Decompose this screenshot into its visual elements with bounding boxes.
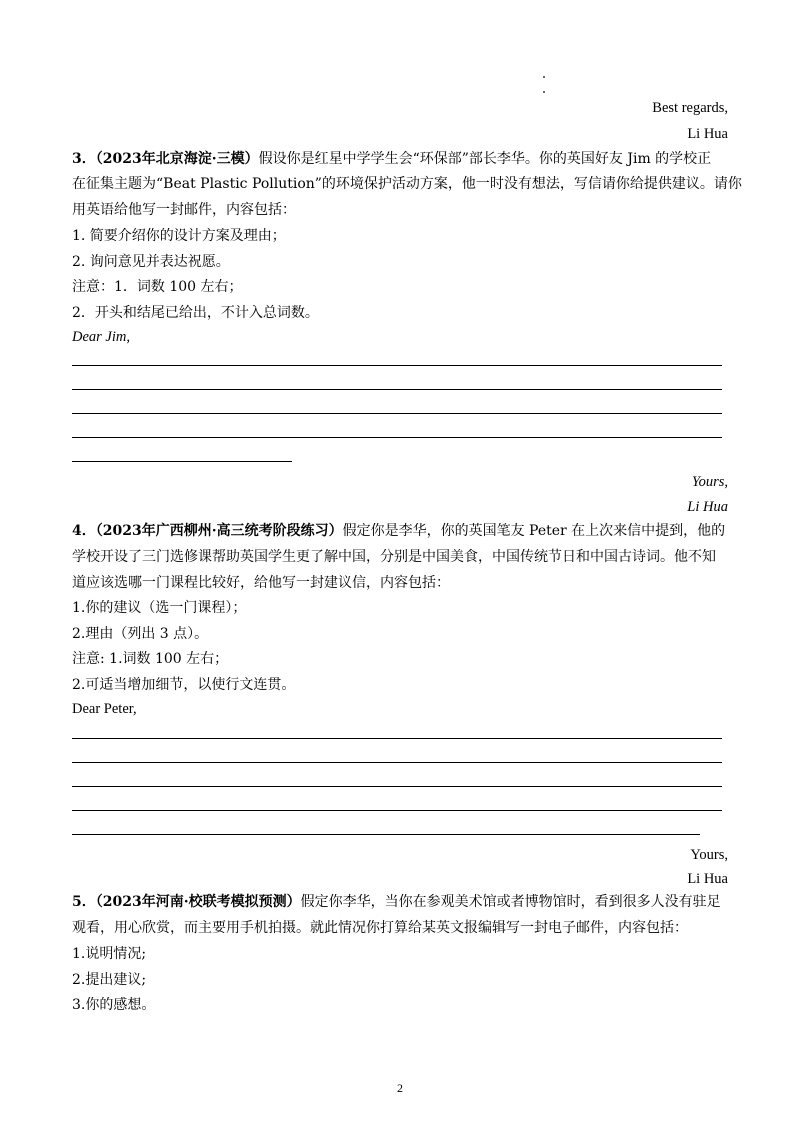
answer-line <box>72 810 722 811</box>
question-4-source: （2023年广西柳州·高三统考阶段练习） <box>95 523 343 539</box>
question-3-note-1: 注意：1．词数 100 左右； <box>72 279 243 295</box>
answer-line <box>72 389 722 390</box>
question-4-item-2: 2.理由（列出 3 点）。 <box>72 626 209 642</box>
question-4-text: 假定你是李华，你的英国笔友 Peter 在上次来信中提到，他的 <box>342 523 726 539</box>
question-5-line-1 <box>72 893 721 911</box>
prev-letter-signature: Li Hua <box>687 126 728 142</box>
question-3-item-2: 2. 询问意见并表达祝愿。 <box>72 254 230 270</box>
question-5-source: （2023年河南·校联考模拟预测） <box>95 894 301 910</box>
question-4-line-3: 道应该选哪一门课程比较好，给他写一封建议信，内容包括： <box>72 575 450 591</box>
question-5-number: 5． <box>72 894 96 910</box>
answer-line <box>72 365 722 366</box>
answer-line <box>72 762 722 763</box>
question-3-closing: Yours, <box>691 474 728 490</box>
question-4-note-2: 2.可适当增加细节，以使行文连贯。 <box>72 677 296 693</box>
question-3-item-1: 1. 简要介绍你的设计方案及理由； <box>72 228 286 244</box>
question-3-line-2: 在征集主题为“Beat Plastic Pollution”的环境保护活动方案，他一时没有想法，写信请你给提供建议。请你 <box>72 176 742 192</box>
answer-line <box>72 834 700 835</box>
scan-dot <box>543 91 545 93</box>
question-3-note-2: 2．开头和结尾已给出，不计入总词数。 <box>72 305 319 321</box>
question-3-text: 假设你是红星中学学生会“环保部”部长李华。你的英国好友 Jim 的学校正 <box>258 151 712 167</box>
question-4-line-1 <box>72 522 725 540</box>
question-4-signature: Li Hua <box>687 871 728 887</box>
question-4-salutation: Dear Peter, <box>72 701 137 717</box>
answer-line <box>72 461 292 462</box>
question-4-number: 4． <box>72 523 96 539</box>
question-3-line-1 <box>72 150 711 168</box>
question-3-number: 3． <box>72 151 96 167</box>
answer-line <box>72 437 722 438</box>
question-4-closing: Yours, <box>690 847 728 863</box>
question-4-line-2: 学校开设了三门选修课帮助英国学生更了解中国，分别是中国美食，中国传统节日和中国古诗词。他不知 <box>72 549 716 565</box>
scan-dot <box>543 76 545 78</box>
answer-line <box>72 786 722 787</box>
question-5-item-1: 1.说明情况; <box>72 946 147 962</box>
question-3-line-3: 用英语给他写一封邮件，内容包括： <box>72 202 296 218</box>
page-number: 2 <box>397 1081 403 1095</box>
question-5-item-2: 2.提出建议; <box>72 972 147 988</box>
question-5-line-2: 观看，用心欣赏，而主要用手机拍摄。就此情况你打算给某英文报编辑写一封电子邮件，内容包括： <box>72 920 688 936</box>
question-3-source: （2023年北京海淀·三模） <box>95 151 259 167</box>
answer-line <box>72 413 722 414</box>
question-5-item-3: 3.你的感想。 <box>72 997 156 1013</box>
question-4-note-1: 注意: 1.词数 100 左右； <box>72 651 229 667</box>
answer-line <box>72 738 722 739</box>
question-3-signature: Li Hua <box>687 499 728 515</box>
question-3-salutation: Dear Jim, <box>72 329 130 345</box>
question-5-text: 假定你李华，当你在参观美术馆或者博物馆时，看到很多人没有驻足 <box>300 894 721 910</box>
prev-letter-closing: Best regards, <box>652 100 728 116</box>
question-4-item-1: 1.你的建议（选一门课程）； <box>72 600 247 616</box>
